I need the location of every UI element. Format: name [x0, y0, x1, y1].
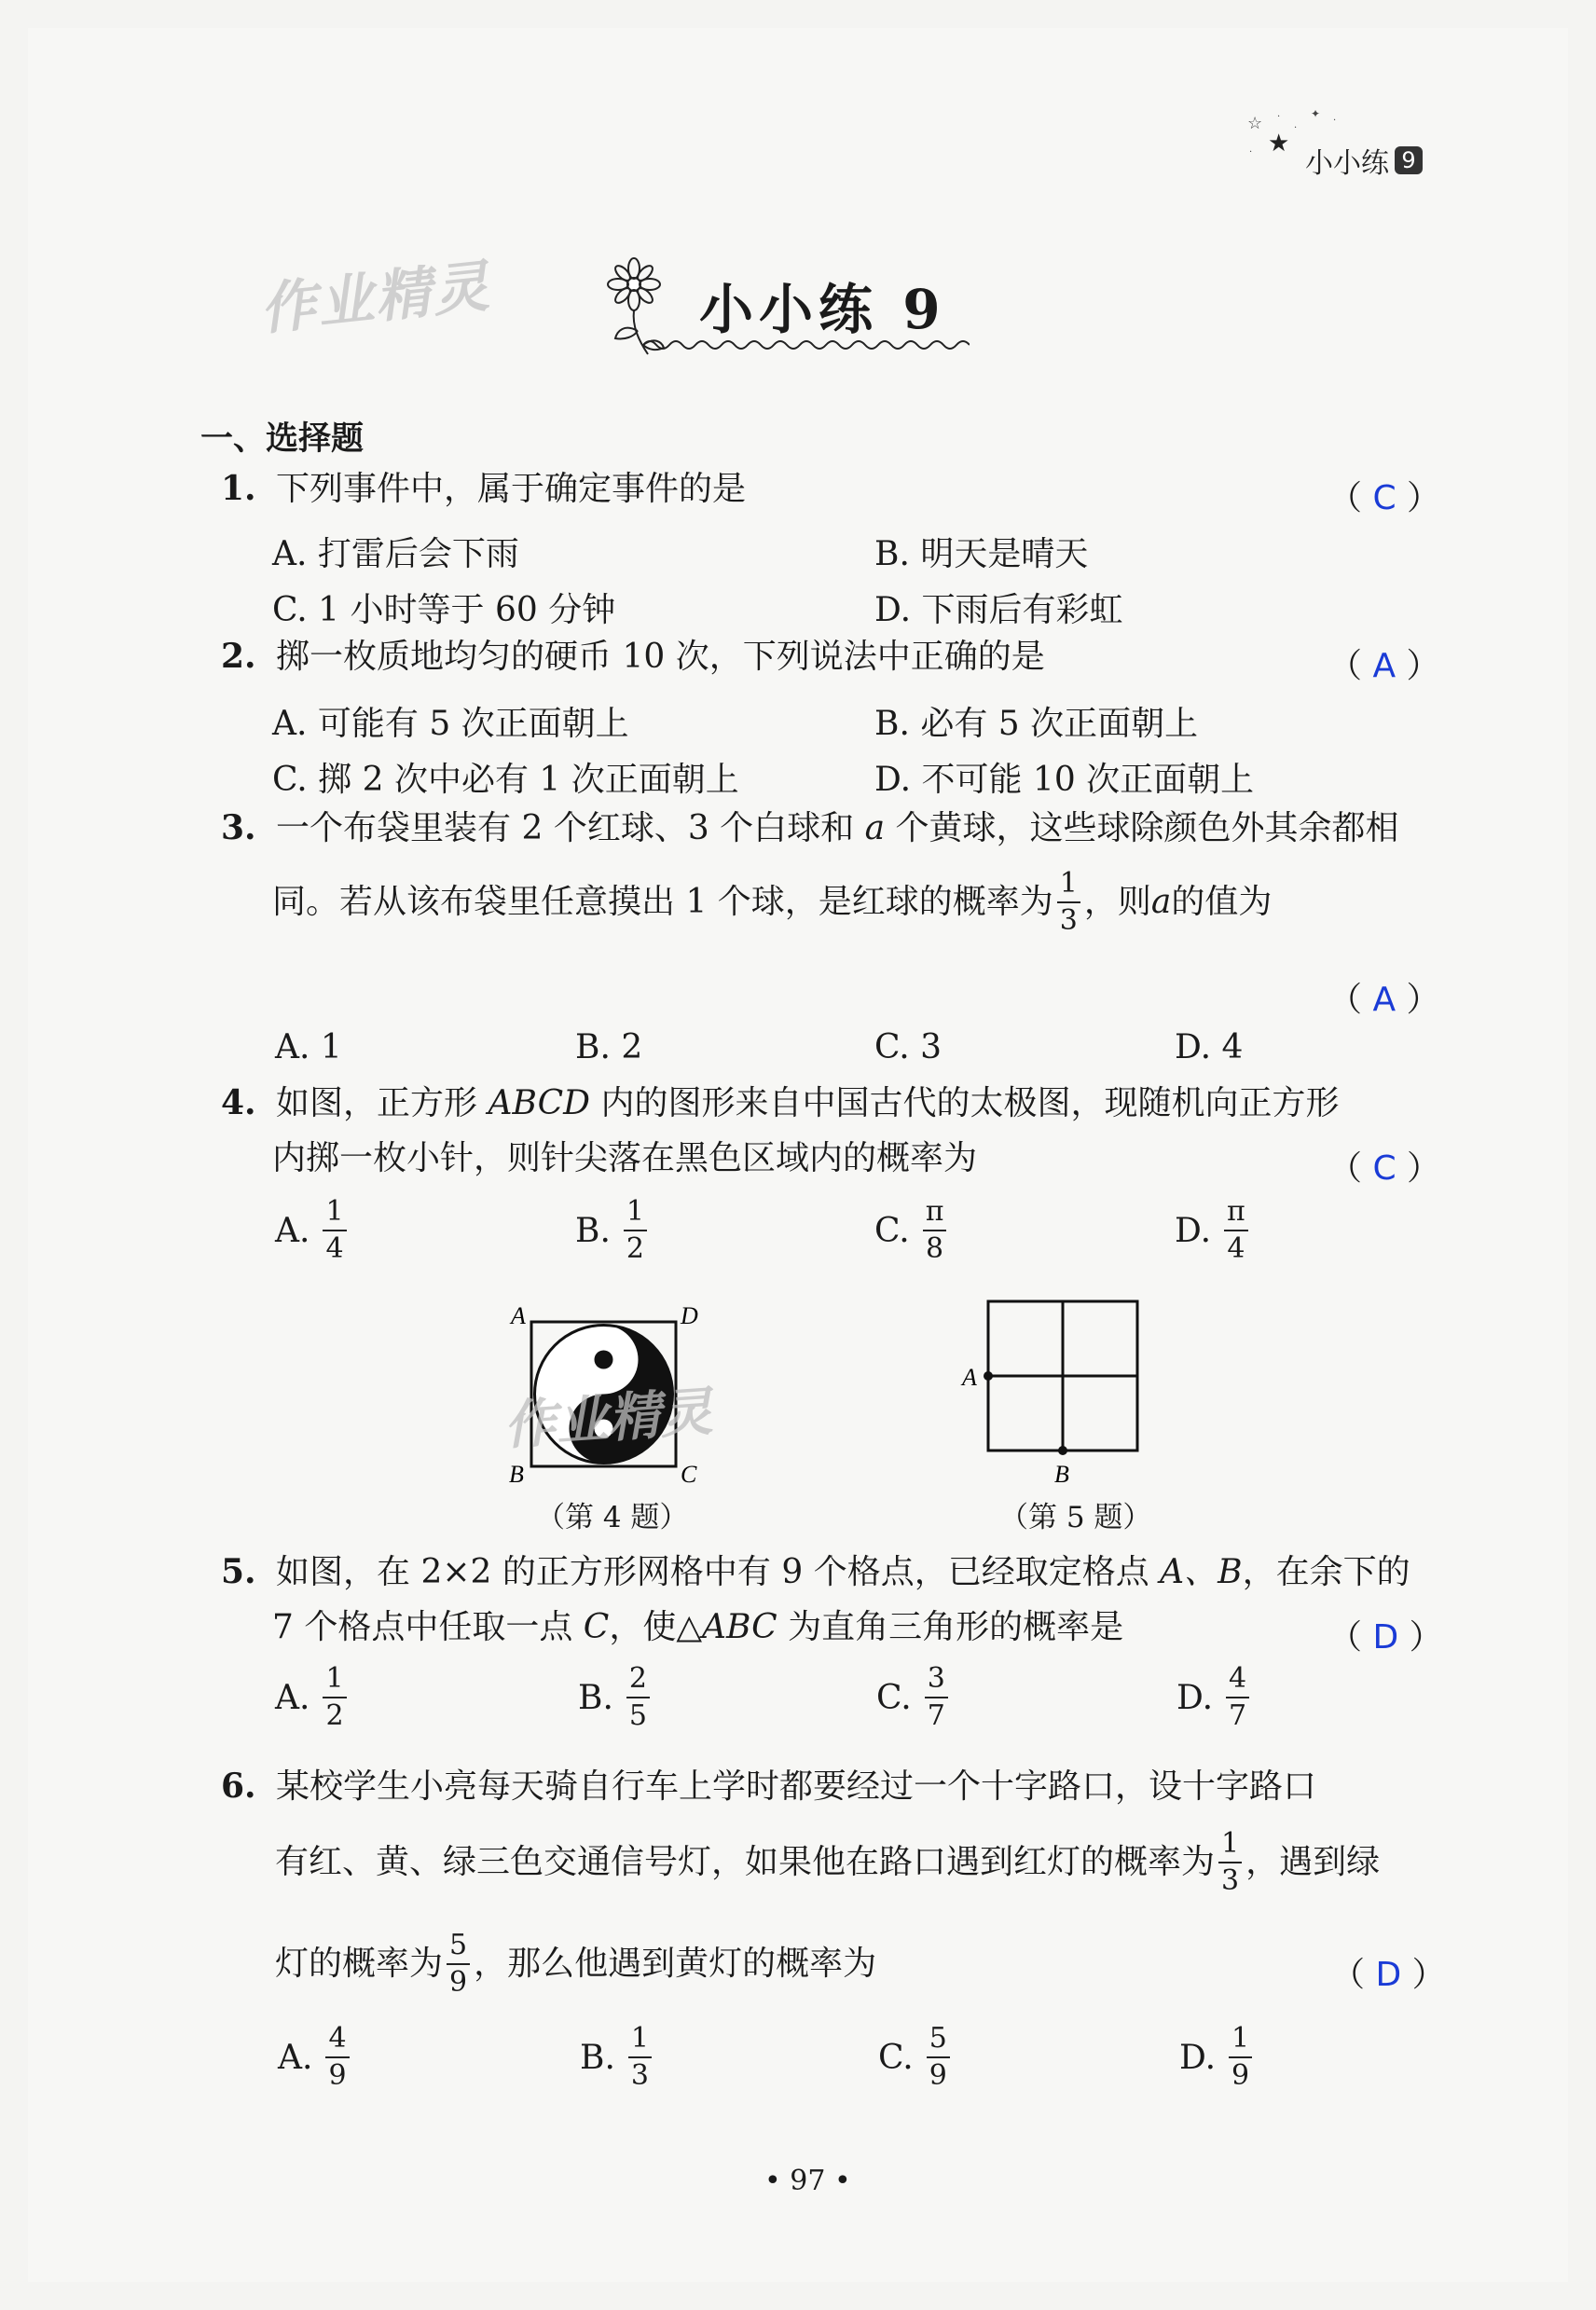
- answer-value: A: [1372, 981, 1396, 1019]
- denominator: 3: [1221, 1864, 1240, 1897]
- question-text: 同。若从该布袋里任意摸出 1 个球，是红球的概率为: [272, 883, 1053, 921]
- option: D. 4: [1175, 1028, 1244, 1066]
- option: D. 不可能 10 次正面朝上: [874, 761, 1255, 799]
- fraction: [628, 2022, 652, 2092]
- option: B. 2: [575, 1028, 643, 1066]
- question-number: 5.: [221, 1552, 256, 1591]
- answer-1: （ C ）: [1328, 479, 1441, 517]
- svg-text:·: ·: [1333, 116, 1337, 126]
- label-a: A: [962, 1364, 977, 1391]
- question-number: 4.: [221, 1083, 256, 1122]
- option-label: D.: [1176, 1678, 1214, 1717]
- numerator: 1: [1218, 1830, 1242, 1863]
- denominator: 2: [325, 1699, 344, 1732]
- fraction: [1229, 2022, 1252, 2092]
- question-number: 6.: [221, 1767, 256, 1806]
- option: [1176, 1662, 1253, 1732]
- answer-4: （ C ）: [1328, 1149, 1441, 1188]
- question-2: [221, 639, 1045, 674]
- label-b: B: [509, 1461, 524, 1488]
- answer-2: （ A ）: [1328, 647, 1440, 685]
- fraction: [325, 2022, 349, 2092]
- watermark-top: 作业精灵: [256, 254, 494, 343]
- label-a: A: [511, 1305, 526, 1329]
- option-label: B.: [575, 1211, 611, 1250]
- numerator: π: [923, 1198, 947, 1231]
- option-label: C.: [878, 2038, 914, 2077]
- denominator: 3: [1059, 904, 1078, 937]
- question-text: 7 个格点中任取一点: [272, 1608, 584, 1646]
- point-c: C: [583, 1608, 610, 1646]
- svg-text:·: ·: [1294, 123, 1298, 133]
- numerator: 5: [447, 1932, 470, 1965]
- option-label: A.: [275, 1678, 310, 1717]
- fraction: [447, 1929, 470, 1999]
- denominator: 8: [926, 1232, 944, 1265]
- svg-text:·: ·: [1277, 112, 1281, 122]
- numerator: 2: [626, 1665, 650, 1698]
- question-6-line2: [275, 1822, 1380, 1903]
- denominator: 3: [630, 2059, 649, 2092]
- question-3: [221, 808, 1399, 847]
- option-label: D.: [1175, 1211, 1212, 1250]
- option: A. 打雷后会下雨: [272, 535, 519, 573]
- option: [878, 2022, 954, 2092]
- fraction: [927, 2022, 950, 2092]
- question-4: [221, 1083, 1340, 1122]
- option: C. 1 小时等于 60 分钟: [272, 591, 616, 629]
- question-text: ，在余下的: [1242, 1553, 1410, 1591]
- option: [876, 1662, 952, 1732]
- question-text: 灯的概率为: [275, 1945, 444, 1983]
- option-label: C.: [876, 1678, 912, 1717]
- question-4-line2: 内掷一枚小针，则针尖落在黑色区域内的概率为: [272, 1139, 978, 1177]
- option: B. 明天是晴天: [874, 535, 1089, 573]
- numerator: π: [1224, 1198, 1248, 1231]
- fraction: [925, 1662, 948, 1732]
- option-label: A.: [275, 1211, 310, 1250]
- question-number: 2.: [221, 637, 256, 676]
- denominator: 5: [628, 1699, 647, 1732]
- numerator: 1: [1057, 870, 1080, 903]
- denominator: 4: [1227, 1232, 1245, 1265]
- question-number: 1.: [221, 469, 256, 508]
- label-d: D: [681, 1305, 698, 1329]
- question-text: ，则: [1083, 883, 1151, 921]
- question-6: [221, 1769, 1316, 1804]
- question-number: 3.: [221, 808, 256, 847]
- question-3-line2: [272, 865, 1272, 940]
- point-labels: A、B: [1160, 1553, 1243, 1591]
- denominator: 4: [325, 1232, 344, 1265]
- square-label: ABCD: [488, 1084, 591, 1122]
- numerator: 4: [1226, 1665, 1249, 1698]
- option-label: A.: [278, 2038, 313, 2077]
- question-text: ，遇到绿: [1245, 1843, 1381, 1881]
- denominator: 2: [626, 1232, 644, 1265]
- option: C. 3: [874, 1028, 942, 1066]
- answer-value: C: [1372, 479, 1396, 517]
- fraction: [323, 1662, 346, 1732]
- svg-text:☆: ☆: [1247, 114, 1263, 133]
- question-text: 某校学生小亮每天骑自行车上学时都要经过一个十字路口，设十字路口: [276, 1767, 1317, 1806]
- denominator: 9: [328, 2059, 347, 2092]
- page-title: 小小练 9: [699, 278, 946, 341]
- question-text: ，那么他遇到黄灯的概率为: [474, 1945, 877, 1983]
- option-label: B.: [580, 2038, 615, 2077]
- point-b: [1058, 1446, 1067, 1455]
- denominator: 7: [1229, 1699, 1247, 1732]
- question-1: [221, 469, 747, 508]
- numerator: 1: [323, 1198, 346, 1231]
- wave-underline: [643, 336, 970, 354]
- option: [580, 2022, 655, 2092]
- fraction: [626, 1662, 650, 1732]
- triangle-label: ABC: [702, 1608, 777, 1646]
- fraction: [923, 1195, 947, 1265]
- option: C. 掷 2 次中必有 1 次正面朝上: [272, 761, 739, 799]
- numerator: 4: [325, 2025, 349, 2058]
- svg-text:·: ·: [1249, 147, 1253, 158]
- answer-6: （ D ）: [1331, 1956, 1446, 1994]
- option: [1179, 2022, 1256, 2092]
- option-label: D.: [1179, 2038, 1217, 2077]
- answer-value: C: [1372, 1149, 1396, 1188]
- fraction: [1057, 867, 1080, 937]
- option: A. 可能有 5 次正面朝上: [272, 705, 629, 743]
- figure-5-grid: [958, 1292, 1145, 1488]
- option: B. 必有 5 次正面朝上: [874, 705, 1199, 743]
- question-text: 一个布袋里装有 2 个红球、3 个白球和: [276, 809, 865, 847]
- question-6-line3: [275, 1924, 876, 2004]
- answer-value: A: [1372, 647, 1396, 685]
- fraction: [323, 1195, 346, 1265]
- question-5: [221, 1552, 1410, 1591]
- question-5-line2: [272, 1608, 1124, 1646]
- numerator: 3: [925, 1665, 948, 1698]
- answer-3: （ A ）: [1328, 981, 1440, 1019]
- option: [278, 2022, 353, 2092]
- header-tag-label: 小小练: [1305, 147, 1389, 180]
- question-text: 有红、黄、绿三色交通信号灯，如果他在路口遇到红灯的概率为: [275, 1843, 1216, 1881]
- question-text: 下列事件中，属于确定事件的是: [276, 470, 747, 508]
- question-text: 的值为: [1171, 883, 1273, 921]
- answer-value: D: [1375, 1956, 1402, 1994]
- svg-text:✦: ✦: [1311, 110, 1321, 120]
- figure-5-caption: （第 5 题）: [999, 1501, 1152, 1534]
- denominator: 9: [929, 2059, 947, 2092]
- numerator: 1: [624, 1198, 647, 1231]
- question-text: 如图，在 2×2 的正方形网格中有 9 个格点，已经取定格点: [276, 1553, 1161, 1591]
- question-text: 为直角三角形的概率是: [777, 1608, 1124, 1646]
- question-text: 个黄球，这些球除颜色外其余都相: [885, 809, 1399, 847]
- fraction: [1218, 1827, 1242, 1897]
- question-text: 掷一枚质地均匀的硬币 10 次，下列说法中正确的是: [276, 638, 1045, 676]
- fraction: [1226, 1662, 1249, 1732]
- header-tag: [1305, 140, 1423, 181]
- option: [575, 1195, 651, 1265]
- option: A. 1: [275, 1028, 342, 1066]
- denominator: 9: [1231, 2059, 1250, 2092]
- question-text: 内的图形来自中国古代的太极图，现随机向正方形: [590, 1084, 1340, 1122]
- denominator: 9: [449, 1966, 468, 1999]
- numerator: 1: [323, 1665, 346, 1698]
- svg-text:★: ★: [1268, 130, 1290, 158]
- option-label: B.: [578, 1678, 613, 1717]
- option-label: C.: [874, 1211, 910, 1250]
- answer-5: （ D ）: [1328, 1618, 1443, 1657]
- numerator: 1: [628, 2025, 652, 2058]
- option: [275, 1662, 351, 1732]
- label-b: B: [1054, 1461, 1069, 1488]
- label-c: C: [681, 1461, 697, 1488]
- option: D. 下雨后有彩虹: [874, 591, 1123, 629]
- point-a: [984, 1371, 993, 1381]
- question-text: ，使△: [609, 1608, 703, 1646]
- numerator: 5: [927, 2025, 950, 2058]
- option: [578, 1662, 654, 1732]
- section-heading: 一、选择题: [200, 420, 365, 458]
- answer-value: D: [1372, 1618, 1399, 1657]
- option: [874, 1195, 950, 1265]
- watermark-figure: 作业精灵: [502, 1382, 715, 1457]
- variable-a: a: [864, 809, 886, 847]
- header-tag-number: 9: [1395, 146, 1423, 174]
- page-number: • 97 •: [764, 2165, 851, 2197]
- fraction: [1224, 1195, 1248, 1265]
- fraction: [624, 1195, 647, 1265]
- option: [1175, 1195, 1252, 1265]
- denominator: 7: [927, 1699, 945, 1732]
- figure-4-caption: （第 4 题）: [536, 1501, 689, 1534]
- question-text: 如图，正方形: [276, 1084, 488, 1122]
- variable-a: a: [1150, 883, 1172, 921]
- option: [275, 1195, 351, 1265]
- numerator: 1: [1229, 2025, 1252, 2058]
